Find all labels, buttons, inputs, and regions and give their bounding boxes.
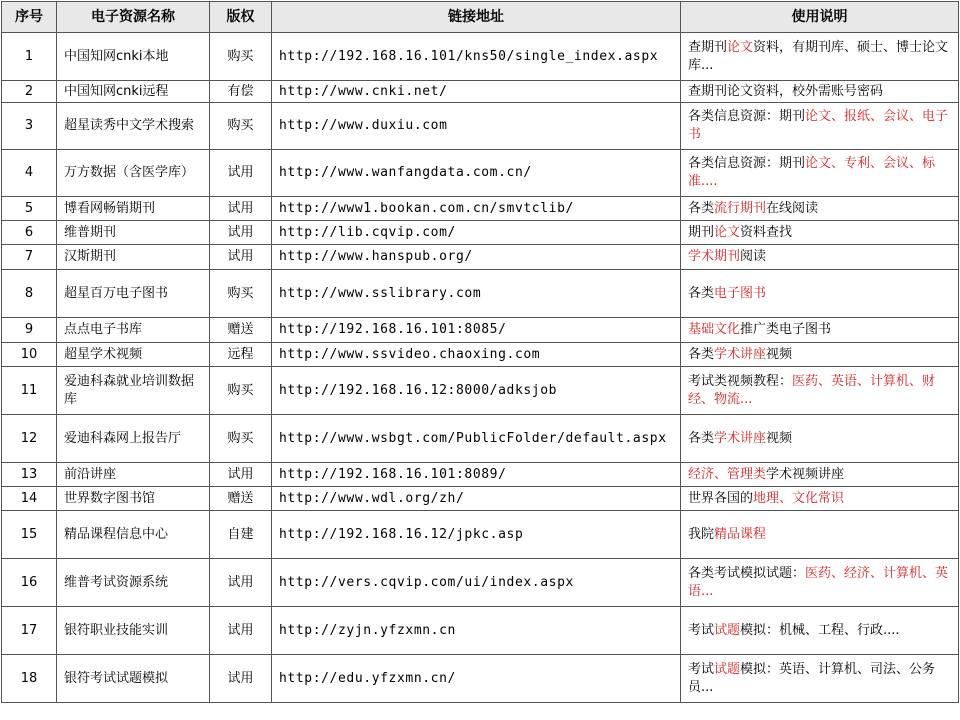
row-number: 15 [2, 511, 57, 559]
usage-text: 查期刊 [688, 39, 728, 55]
header-name: 电子资源名称 [57, 2, 210, 33]
highlight-text: 论文、专利、会议、标准.... [688, 156, 936, 189]
usage-text: 考试类视频教程： [688, 373, 793, 389]
table-row [2, 270, 959, 318]
highlight-text: 精品课程 [714, 526, 767, 542]
usage-text: 资料查找 [740, 224, 793, 240]
header-usage: 使用说明 [681, 2, 959, 33]
highlight-text: 医药、英语、计算机、财经、物流... [688, 373, 936, 407]
usage-description [681, 318, 959, 343]
table-row [2, 81, 959, 103]
row-number: 11 [2, 367, 57, 415]
usage-text: 世界各国的 [688, 490, 754, 506]
header-url: 链接地址 [272, 2, 681, 33]
row-number: 3 [2, 103, 57, 150]
highlight-text: 学术讲座 [714, 346, 767, 362]
resource-link[interactable]: http://www.sslibrary.com [272, 270, 681, 318]
usage-text: 学术视频讲座 [766, 466, 845, 482]
rights-cell: 试用 [210, 197, 272, 221]
table-row [2, 487, 959, 511]
resource-name: 前沿讲座 [57, 463, 210, 487]
table-row [2, 655, 959, 703]
row-number: 5 [2, 197, 57, 221]
resource-link[interactable]: http://www.wdl.org/zh/ [272, 487, 681, 511]
header-rights: 版权 [210, 2, 272, 33]
highlight-text: 地理、文化常识 [753, 490, 845, 506]
resource-name: 爱迪科森网上报告厅 [57, 415, 210, 463]
resource-link[interactable]: http://www.duxiu.com [272, 103, 681, 150]
row-number: 12 [2, 415, 57, 463]
row-number: 2 [2, 81, 57, 103]
resource-link[interactable]: http://www1.bookan.com.cn/smvtclib/ [272, 197, 681, 221]
resource-name: 爱迪科森就业培训数据库 [57, 367, 210, 415]
resource-link[interactable]: http://www.wanfangdata.com.cn/ [272, 150, 681, 197]
resource-name: 超星学术视频 [57, 343, 210, 367]
rights-cell: 试用 [210, 607, 272, 655]
resource-table [1, 1, 959, 703]
usage-text: 模拟：英语、计算机、司法、公务员... [688, 661, 936, 695]
highlight-text: 试题 [714, 661, 741, 677]
resource-name: 点点电子书库 [57, 318, 210, 343]
usage-text: 推广类电子图书 [740, 322, 832, 337]
header-row [2, 2, 959, 33]
usage-description [681, 655, 959, 703]
resource-name: 万方数据（含医学库） [57, 150, 210, 197]
row-number: 4 [2, 150, 57, 197]
usage-text: 阅读 [740, 249, 767, 264]
highlight-text: 电子图书 [714, 285, 767, 301]
usage-text: 在线阅读 [766, 200, 819, 216]
rights-cell: 购买 [210, 33, 272, 81]
table-row [2, 511, 959, 559]
usage-description [681, 487, 959, 511]
row-number: 1 [2, 33, 57, 81]
usage-description [681, 367, 959, 415]
highlight-text: 基础文化 [688, 322, 741, 337]
usage-text: 各类信息资源：期刊 [688, 109, 806, 124]
usage-description [681, 415, 959, 463]
rights-cell: 试用 [210, 559, 272, 607]
table-row [2, 245, 959, 270]
resource-link[interactable]: http://www.wsbgt.com/PublicFolder/default.aspx [272, 415, 681, 463]
usage-text: 模拟：机械、工程、行政.... [740, 622, 900, 638]
resource-name: 世界数字图书馆 [57, 487, 210, 511]
rights-cell: 购买 [210, 103, 272, 150]
highlight-text: 论文 [727, 39, 754, 55]
usage-text: 各类考试模拟试题： [688, 565, 806, 581]
usage-description [681, 33, 959, 81]
usage-description [681, 559, 959, 607]
row-number: 10 [2, 343, 57, 367]
resource-link[interactable]: http://edu.yfzxmn.cn/ [272, 655, 681, 703]
table-row [2, 33, 959, 81]
resource-name: 银符考试试题模拟 [57, 655, 210, 703]
resource-name: 超星百万电子图书 [57, 270, 210, 318]
row-number: 17 [2, 607, 57, 655]
row-number: 9 [2, 318, 57, 343]
resource-name: 汉斯期刊 [57, 245, 210, 270]
rights-cell: 试用 [210, 245, 272, 270]
table-row [2, 318, 959, 343]
highlight-text: 学术讲座 [714, 430, 767, 446]
row-number: 13 [2, 463, 57, 487]
usage-description [681, 463, 959, 487]
resource-link[interactable]: http://vers.cqvip.com/ui/index.aspx [272, 559, 681, 607]
table-row [2, 221, 959, 245]
rights-cell: 购买 [210, 415, 272, 463]
usage-text: 各类信息资源：期刊 [688, 156, 806, 171]
resource-link[interactable]: http://www.ssvideo.chaoxing.com [272, 343, 681, 367]
rights-cell: 试用 [210, 655, 272, 703]
resource-link[interactable]: http://www.cnki.net/ [272, 81, 681, 103]
resource-link[interactable]: http://192.168.16.101:8085/ [272, 318, 681, 343]
usage-description [681, 150, 959, 197]
highlight-text: 流行期刊 [714, 200, 767, 216]
usage-text: 各类 [688, 200, 715, 216]
row-number: 18 [2, 655, 57, 703]
usage-description [681, 81, 959, 103]
rights-cell: 购买 [210, 270, 272, 318]
table-row [2, 343, 959, 367]
resource-name: 精品课程信息中心 [57, 511, 210, 559]
usage-text: 查期刊论文资料，校外需账号密码 [688, 83, 884, 99]
usage-text: 各类 [688, 285, 715, 301]
usage-description [681, 270, 959, 318]
row-number: 16 [2, 559, 57, 607]
highlight-text: 学术期刊 [688, 249, 741, 264]
rights-cell: 试用 [210, 463, 272, 487]
table-row [2, 150, 959, 197]
usage-description [681, 221, 959, 245]
usage-text: 各类 [688, 430, 715, 446]
rights-cell: 自建 [210, 511, 272, 559]
highlight-text: 经济、管理类 [688, 466, 767, 482]
row-number: 14 [2, 487, 57, 511]
table-row [2, 103, 959, 150]
resource-link[interactable]: http://192.168.16.101:8089/ [272, 463, 681, 487]
resource-link[interactable]: http://192.168.16.12:8000/adksjob [272, 367, 681, 415]
usage-description [681, 197, 959, 221]
usage-text: 期刊 [688, 224, 715, 240]
highlight-text: 论文 [714, 224, 741, 240]
rights-cell: 购买 [210, 367, 272, 415]
rights-cell: 有偿 [210, 81, 272, 103]
resource-name: 维普期刊 [57, 221, 210, 245]
header-no: 序号 [2, 2, 57, 33]
resource-link[interactable]: http://192.168.16.12/jpkc.asp [272, 511, 681, 559]
rights-cell: 远程 [210, 343, 272, 367]
rights-cell: 试用 [210, 221, 272, 245]
usage-description [681, 511, 959, 559]
usage-description [681, 607, 959, 655]
resource-name: 中国知网cnki远程 [57, 81, 210, 103]
highlight-text: 试题 [714, 622, 741, 638]
table-row [2, 463, 959, 487]
table-row [2, 197, 959, 221]
table-row [2, 559, 959, 607]
usage-description [681, 245, 959, 270]
resource-name: 博看网畅销期刊 [57, 197, 210, 221]
usage-text: 视频 [766, 346, 793, 362]
resource-link[interactable]: http://192.168.16.101/kns50/single_index.aspx [272, 33, 681, 81]
table-body [2, 33, 959, 703]
rights-cell: 试用 [210, 150, 272, 197]
resource-link[interactable]: http://lib.cqvip.com/ [272, 221, 681, 245]
table-row [2, 415, 959, 463]
highlight-text: 论文、报纸、会议、电子书 [688, 109, 949, 142]
row-number: 7 [2, 245, 57, 270]
row-number: 6 [2, 221, 57, 245]
resource-name: 超星读秀中文学术搜索 [57, 103, 210, 150]
usage-text: 考试 [688, 622, 715, 638]
usage-text: 考试 [688, 661, 715, 677]
highlight-text: 医药、经济、计算机、英语... [688, 565, 949, 599]
usage-text: 资料，有期刊库、硕士、博士论文库... [688, 39, 949, 73]
usage-text: 我院 [688, 526, 715, 542]
resource-name: 中国知网cnki本地 [57, 33, 210, 81]
usage-description [681, 343, 959, 367]
rights-cell: 赠送 [210, 487, 272, 511]
resource-link[interactable]: http://www.hanspub.org/ [272, 245, 681, 270]
table-row [2, 607, 959, 655]
usage-text: 各类 [688, 346, 715, 362]
usage-text: 视频 [766, 430, 793, 446]
row-number: 8 [2, 270, 57, 318]
table-row [2, 367, 959, 415]
resource-name: 维普考试资源系统 [57, 559, 210, 607]
resource-name: 银符职业技能实训 [57, 607, 210, 655]
resource-link[interactable]: http://zyjn.yfzxmn.cn [272, 607, 681, 655]
rights-cell: 赠送 [210, 318, 272, 343]
usage-description [681, 103, 959, 150]
